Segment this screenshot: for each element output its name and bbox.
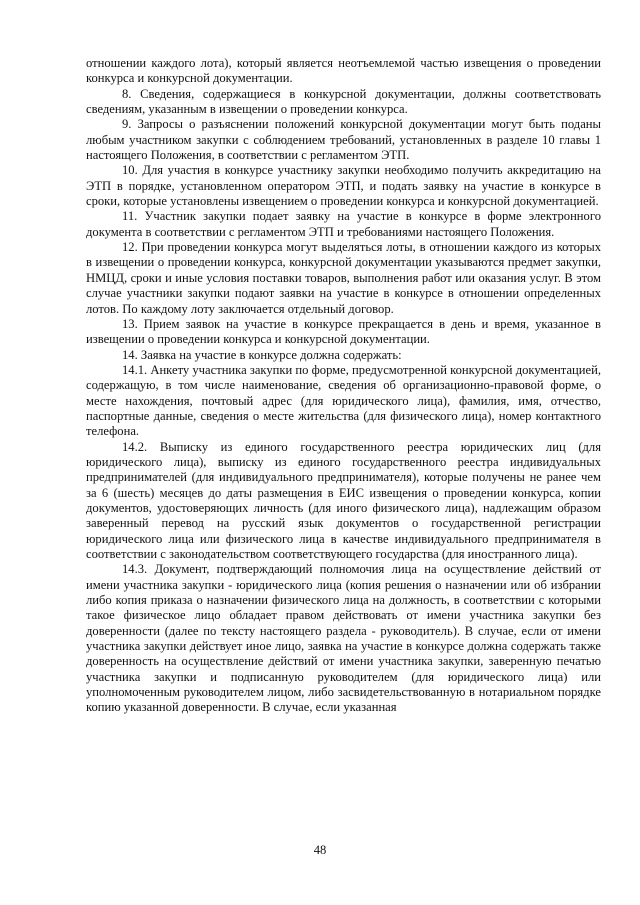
document-body	[86, 56, 601, 716]
paragraph-10: 10. Для участия в конкурсе участнику закупки необходимо получить аккредитацию на ЭТП в порядке, установленном оператором ЭТП, и подать заявку на участие в конкурсе в сроки, которые установлены извещением о проведении конкурса и конкурсной документацией.	[86, 163, 601, 209]
paragraph-14: 14. Заявка на участие в конкурсе должна содержать:	[122, 347, 402, 362]
paragraph-14-1: 14.1. Анкету участника закупки по форме, предусмотренной конкурсной документацией, содержащую, в том числе наименование, сведения об организационно-правовой форме, о месте нахождения, почтовый адрес (для юридического лица), фамилия, имя, отчество, паспортные данные, сведения о месте жительства (для физического лица), номер контактного телефона.	[86, 362, 601, 439]
page-number: 48	[313, 843, 327, 857]
paragraph-13: 13. Прием заявок на участие в конкурсе прекращается в день и время, указанное в извещении о проведении конкурса и конкурсной документации.	[86, 316, 601, 347]
paragraph-9: 9. Запросы о разъяснении положений конкурсной документации могут быть поданы любым участником закупки с соблюдением требований, установленных в разделе 10 главы 1 настоящего Положения, в соответствии с регламентом ЭТП.	[86, 117, 601, 163]
paragraph-continuation: отношении каждого лота), который является неотъемлемой частью извещения о проведении конкурса и конкурсной документации.	[86, 56, 601, 86]
paragraph-14-2: 14.2. Выписку из единого государственного реестра юридических лиц (для юридического лица), выписку из единого государственного реестра индивидуальных предпринимателей (для индивидуального предпринимателя), которые получены не ранее чем за 6 (шесть) месяцев до даты размещения в ЕИС извещения о проведении конкурса, копии документов, удостоверяющих личность (для иного физического лица), надлежащим образом заверенный перевод на русский язык документов о государственной регистрации юридического лица или физического лица в качестве индивидуального предпринимателя в соответствии с законодательством соответствующего государства (для иностранного лица).	[86, 439, 601, 561]
paragraph-8: 8. Сведения, содержащиеся в конкурсной документации, должны соответствовать сведениям, указанным в извещении о проведении конкурса.	[86, 86, 601, 117]
paragraph-11: 11. Участник закупки подает заявку на участие в конкурсе в форме электронного документа в соответствии с регламентом ЭТП и требованиями настоящего Положения.	[86, 209, 601, 239]
paragraph-14-3: 14.3. Документ, подтверждающий полномочия лица на осуществление действий от имени участника закупки - юридического лица (копия решения о назначении или об избрании либо копия приказа о назначении физического лица на должность, в соответствии с которыми такое физическое лицо обладает правом действовать от имени участника закупки без доверенности (далее по тексту настоящего раздела - руководитель). В случае, если от имени участника закупки действует иное лицо, заявка на участие в конкурсе должна содержать также доверенность на осуществление действий от имени участника закупки, заверенную печатью участника закупки и подписанную руководителем (для юридического лица) или уполномоченным руководителем лицом, либо засвидетельствованную в нотариальном порядке копию указанной доверенности. В случае, если указанная	[86, 562, 601, 715]
paragraph-12: 12. При проведении конкурса могут выделяться лоты, в отношении каждого из которых в извещении о проведении конкурса, конкурсной документации указываются предмет закупки, НМЦД, сроки и иные условия поставки товаров, выполнения работ или оказания услуг. В этом случае участники закупки подают заявки на участие в конкурсе в отношении определенных лотов. По каждому лоту заключается отдельный договор.	[86, 240, 601, 316]
